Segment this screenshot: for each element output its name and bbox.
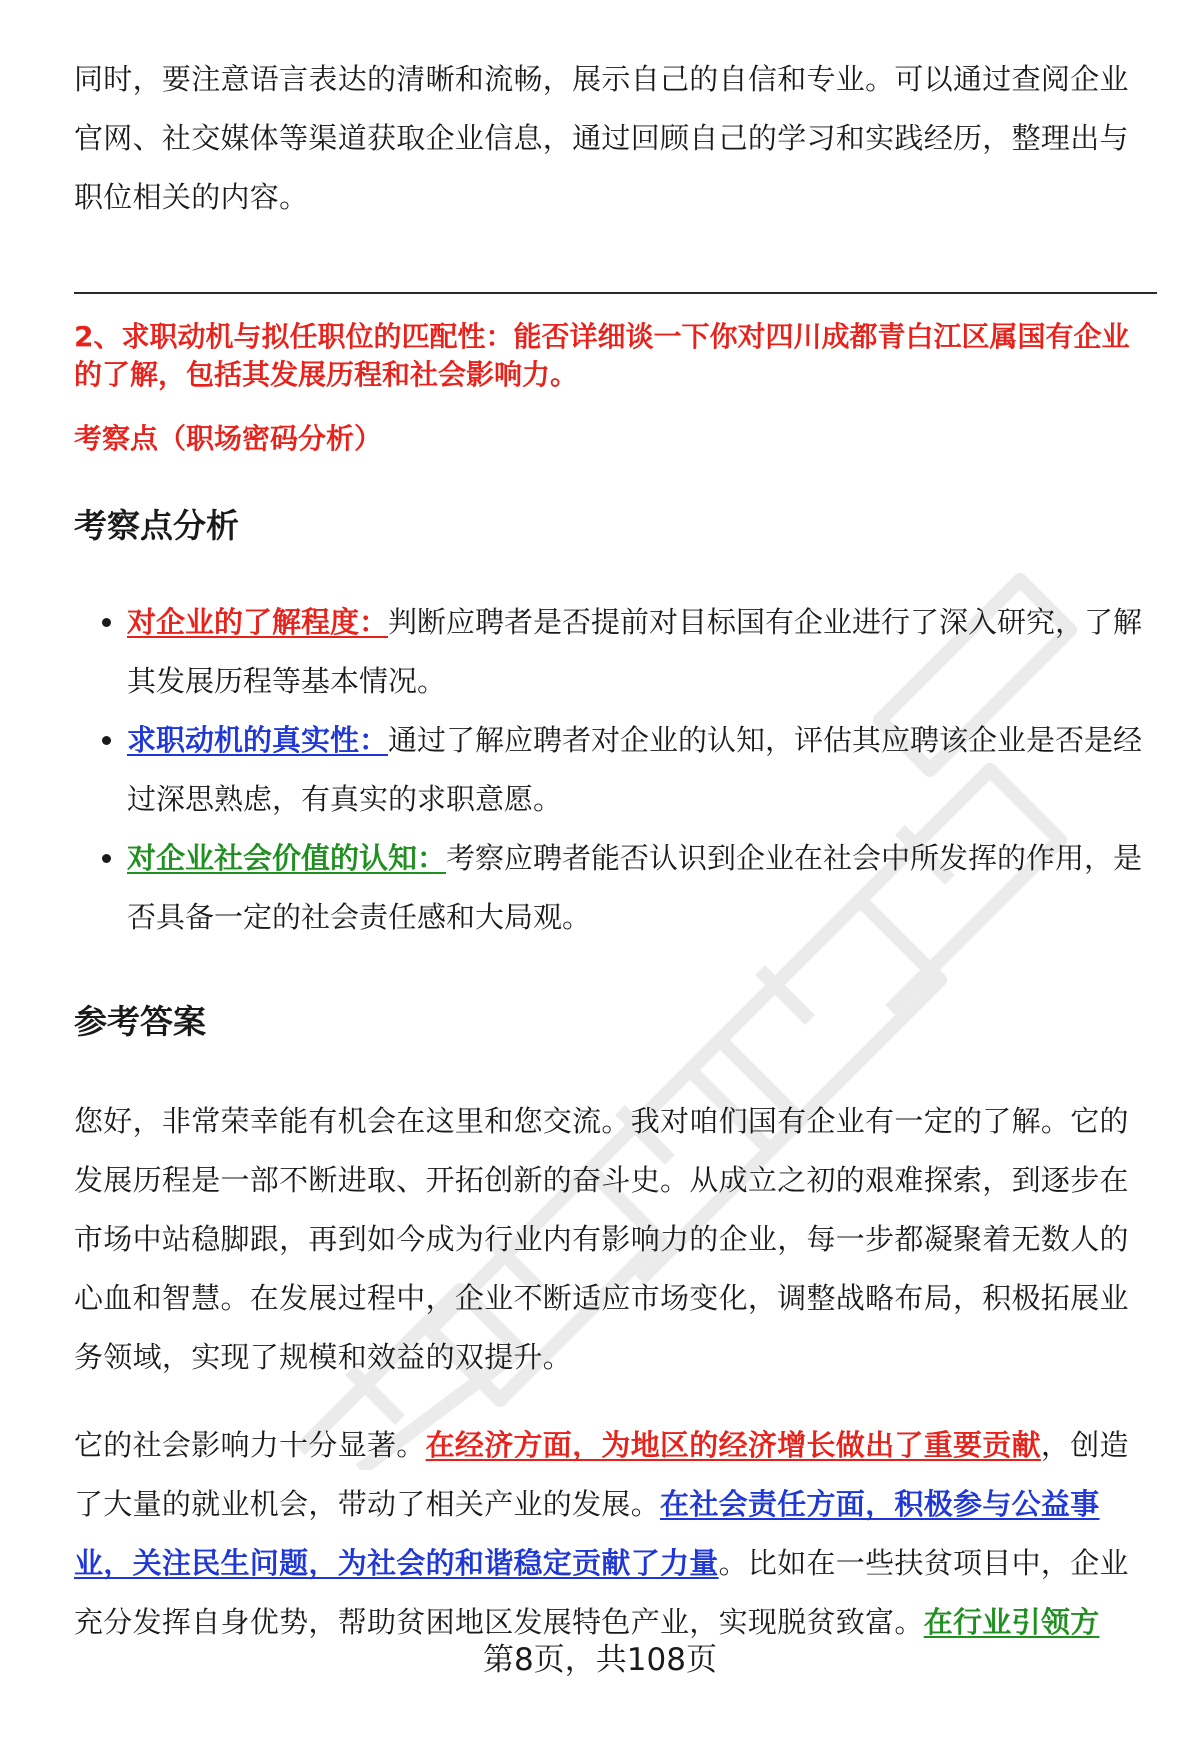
answer-paragraph-1: 您好，非常荣幸能有机会在这里和您交流。我对咱们国有企业有一定的了解。它的发展历程是一部不断进取、开拓创新的奋斗史。从成立之初的艰难探索，到逐步在市场中站稳脚跟，再到如今成为行业内有影响力的企业，每一步都凝聚着无数人的心血和智慧。在发展过程中，企业不断适应市场变化，调整战略布局，积极拓展业务领域，实现了规模和效益的双提升。 [74, 1104, 1129, 1374]
bullet-icon [102, 736, 111, 745]
analysis-point [74, 593, 1154, 711]
analysis-point [74, 829, 1154, 947]
answer-heading: 参考答案 [74, 1002, 206, 1041]
page-number: 第8页，共108页 [483, 1642, 717, 1678]
answer-text: ，创造了大量的就业机会，带动了相关产业的发展。 [74, 1428, 1129, 1521]
point-label: 对企业社会价值的认知： [127, 841, 447, 875]
analysis-heading: 考察点分析 [74, 506, 239, 545]
highlight-social-responsibility: 在社会责任方面，积极参与公益事业，关注民生问题，为社会的和谐稳定贡献了力量 [74, 1487, 1100, 1580]
answer-text: 。比如在一些扶贫项目中，企业充分发挥自身优势，帮助贫困地区发展特色产业，实现脱贫致富。 [74, 1546, 1129, 1639]
point-text: 考察应聘者能否认识到企业在社会中所发挥的作用，是否具备一定的社会责任感和大局观。 [127, 841, 1143, 934]
point-text: 通过了解应聘者对企业的认知，评估其应聘该企业是否是经过深思熟虑，有真实的求职意愿。 [127, 723, 1143, 816]
analysis-points-list [74, 593, 1154, 947]
bullet-icon [102, 854, 111, 863]
point-label: 对企业的了解程度： [127, 605, 389, 639]
answer-paragraph-2 [74, 1416, 1154, 1652]
kaochadian-label: 考察点（职场密码分析） [74, 422, 383, 455]
answer-text: 它的社会影响力十分显著。 [74, 1428, 426, 1462]
highlight-industry: 在行业引领方 [923, 1605, 1100, 1639]
analysis-point [74, 711, 1154, 829]
question-title: 2、求职动机与拟任职位的匹配性：能否详细谈一下你对四川成都青白江区属国有企业的了解，包括其发展历程和社会影响力。 [74, 320, 1130, 391]
highlight-economy: 在经济方面，为地区的经济增长做出了重要贡献 [425, 1428, 1041, 1462]
intro-paragraph: 同时，要注意语言表达的清晰和流畅，展示自己的自信和专业。可以通过查阅企业官网、社交媒体等渠道获取企业信息，通过回顾自己的学习和实践经历，整理出与职位相关的内容。 [74, 62, 1129, 214]
point-text: 判断应聘者是否提前对目标国有企业进行了深入研究，了解其发展历程等基本情况。 [127, 605, 1143, 698]
section-divider [74, 292, 1157, 294]
bullet-icon [102, 618, 111, 627]
point-label: 求职动机的真实性： [127, 723, 389, 757]
